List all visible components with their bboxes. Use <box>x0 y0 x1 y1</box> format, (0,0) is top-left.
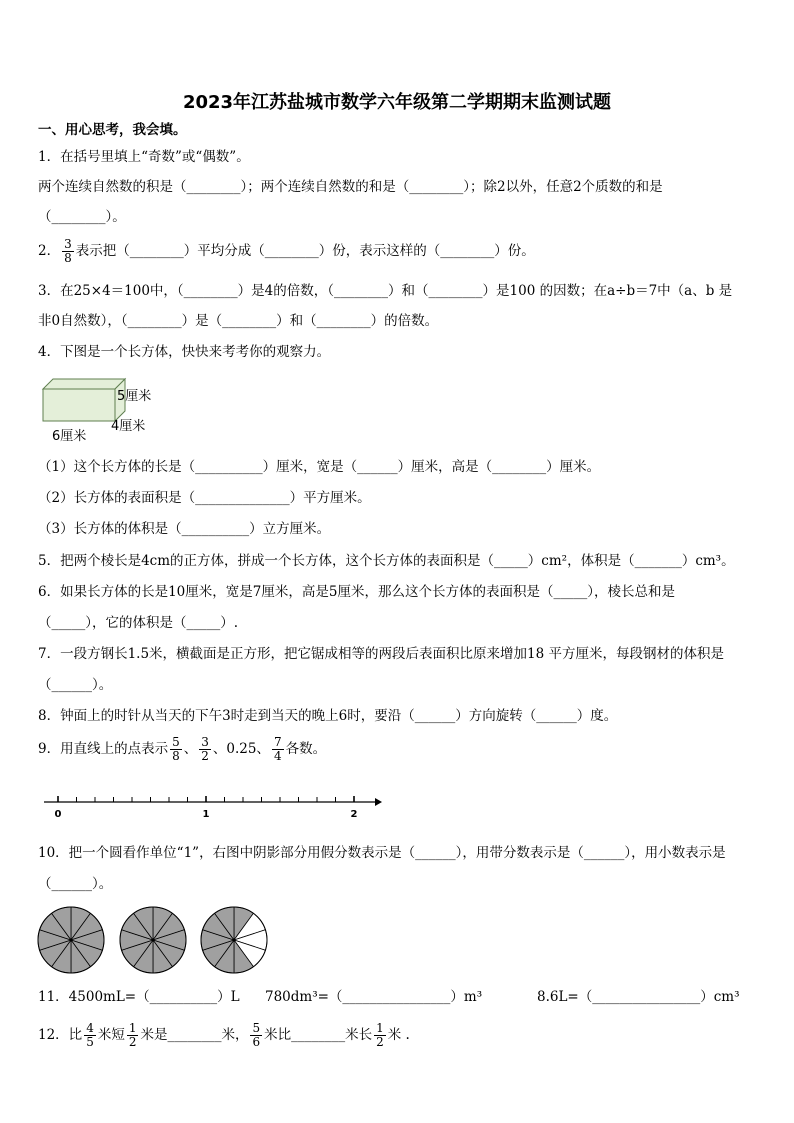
q4-intro: 4．下图是一个长方体，快快来考考你的观察力。 <box>38 344 331 360</box>
q9-fraction-2 <box>199 736 211 763</box>
q12-fraction-2 <box>127 1022 139 1049</box>
q2-fraction-num: 3 <box>64 237 72 251</box>
q10-line2: （______）。 <box>38 876 113 892</box>
q1-line1: 两个连续自然数的积是（________）；两个连续自然数的和是（________）；除2以外，任意2个质数的和是 <box>38 179 663 195</box>
q6-line1: 6．如果长方体的长是10厘米，宽是7厘米，高是5厘米，那么这个长方体的表面积是（_____），棱长总和是 <box>38 584 675 600</box>
number-line-arrow <box>375 798 382 806</box>
q9-fraction-3 <box>272 736 284 763</box>
q12-fraction-1 <box>84 1022 96 1049</box>
q2-text: 表示把（________）平均分成（________）份，表示这样的（________）份。 <box>75 243 535 259</box>
q11-c: 8.6L=（________________）cm³ <box>537 989 740 1005</box>
q9 <box>38 736 326 763</box>
q1-intro: 1．在括号里填上“奇数”或“偶数”。 <box>38 149 250 165</box>
q4-sub1: （1）这个长方体的长是（__________）厘米，宽是（______）厘米，高是（________）厘米。 <box>38 459 601 475</box>
q3-line1: 3．在25×4＝100中，（________）是4的倍数，（________）和（________）是100 的因数；在a÷b＝7中（a、b 是 <box>38 283 733 299</box>
q4-sub3: （3）长方体的体积是（__________）立方厘米。 <box>38 521 331 537</box>
cuboid-top-face <box>43 379 125 389</box>
q9-f2-den: 2 <box>201 749 209 763</box>
number-line-label: 2 <box>350 809 358 820</box>
q12-fraction-4 <box>374 1022 386 1049</box>
q2-prefix: 2． <box>38 243 61 259</box>
q12-f1-den: 5 <box>86 1035 94 1049</box>
q12 <box>38 1022 410 1049</box>
q9-prefix: 9．用直线上的点表示 <box>38 741 169 757</box>
q12-f2-den: 2 <box>128 1035 137 1049</box>
cuboid-width-label: 4厘米 <box>111 419 146 434</box>
number-line <box>40 788 390 823</box>
q9-f1-num: 5 <box>172 735 180 749</box>
q3-line2: 非0自然数），（________）是（________）和（________）的倍数。 <box>38 313 439 329</box>
q12-p5: 米 . <box>387 1027 410 1043</box>
cuboid-length-label: 6厘米 <box>52 429 87 444</box>
q2-fraction-den: 8 <box>64 251 72 265</box>
q12-p4: 米比________米长 <box>264 1027 373 1043</box>
q12-p1: 12．比 <box>38 1027 83 1043</box>
section-heading: 一、用心思考，我会填。 <box>38 122 187 138</box>
q12-fraction-3 <box>250 1022 262 1049</box>
number-line-label: 1 <box>202 809 210 820</box>
q4-sub2: （2）长方体的表面积是（______________）平方厘米。 <box>38 490 371 506</box>
q9-f2-num: 3 <box>201 735 209 749</box>
q9-fraction-1 <box>170 736 182 763</box>
q11-b: 780dm³=（________________）m³ <box>265 989 483 1005</box>
q5: 5．把两个棱长是4cm的正方体，拼成一个长方体，这个长方体的表面积是（_____）cm²，体积是（_______）cm³。 <box>38 553 735 569</box>
q9-f3-num: 7 <box>273 735 282 749</box>
q2-fraction <box>62 238 74 265</box>
q12-f1-num: 4 <box>86 1021 94 1035</box>
q1-line2: （________）。 <box>38 209 126 225</box>
cuboid-front-face <box>43 389 115 421</box>
q9-middle: 、0.25、 <box>212 741 270 757</box>
q12-p2: 米短 <box>97 1027 125 1043</box>
q8: 8．钟面上的时针从当天的下午3时走到当天的晚上6时，要沿（______）方向旋转（______）度。 <box>38 708 618 724</box>
page-title: 2023年江苏盐城市数学六年级第二学期期末监测试题 <box>182 92 612 113</box>
number-line-label: 0 <box>54 809 62 820</box>
q9-f3-den: 4 <box>273 749 282 763</box>
q12-f3-den: 6 <box>252 1035 261 1049</box>
q2 <box>38 238 535 265</box>
q6-line2: （_____），它的体积是（_____）. <box>38 615 239 631</box>
cuboid-height-label: 5厘米 <box>117 389 152 404</box>
q10-line1: 10．把一个圆看作单位“1”，右图中阴影部分用假分数表示是（______），用带分数表示是（______），用小数表示是 <box>38 845 726 861</box>
q7-line1: 7．一段方钢长1.5米，横截面是正方形，把它锯成相等的两段后表面积比原来增加18 平方厘米，每段钢材的体积是 <box>38 646 725 662</box>
q9-f1-den: 8 <box>172 749 180 763</box>
q12-f4-den: 2 <box>376 1035 384 1049</box>
q7-line2: （______）。 <box>38 677 113 693</box>
q12-f2-num: 1 <box>128 1021 137 1035</box>
q11-a: 11．4500mL=（__________）L <box>38 989 240 1005</box>
q12-f3-num: 5 <box>252 1021 261 1035</box>
q12-f4-num: 1 <box>376 1021 384 1035</box>
circle-figures <box>36 905 276 975</box>
q12-p3: 米是________米， <box>140 1027 249 1043</box>
q9-sep1: 、 <box>183 741 198 757</box>
q9-suffix: 各数。 <box>285 741 327 757</box>
